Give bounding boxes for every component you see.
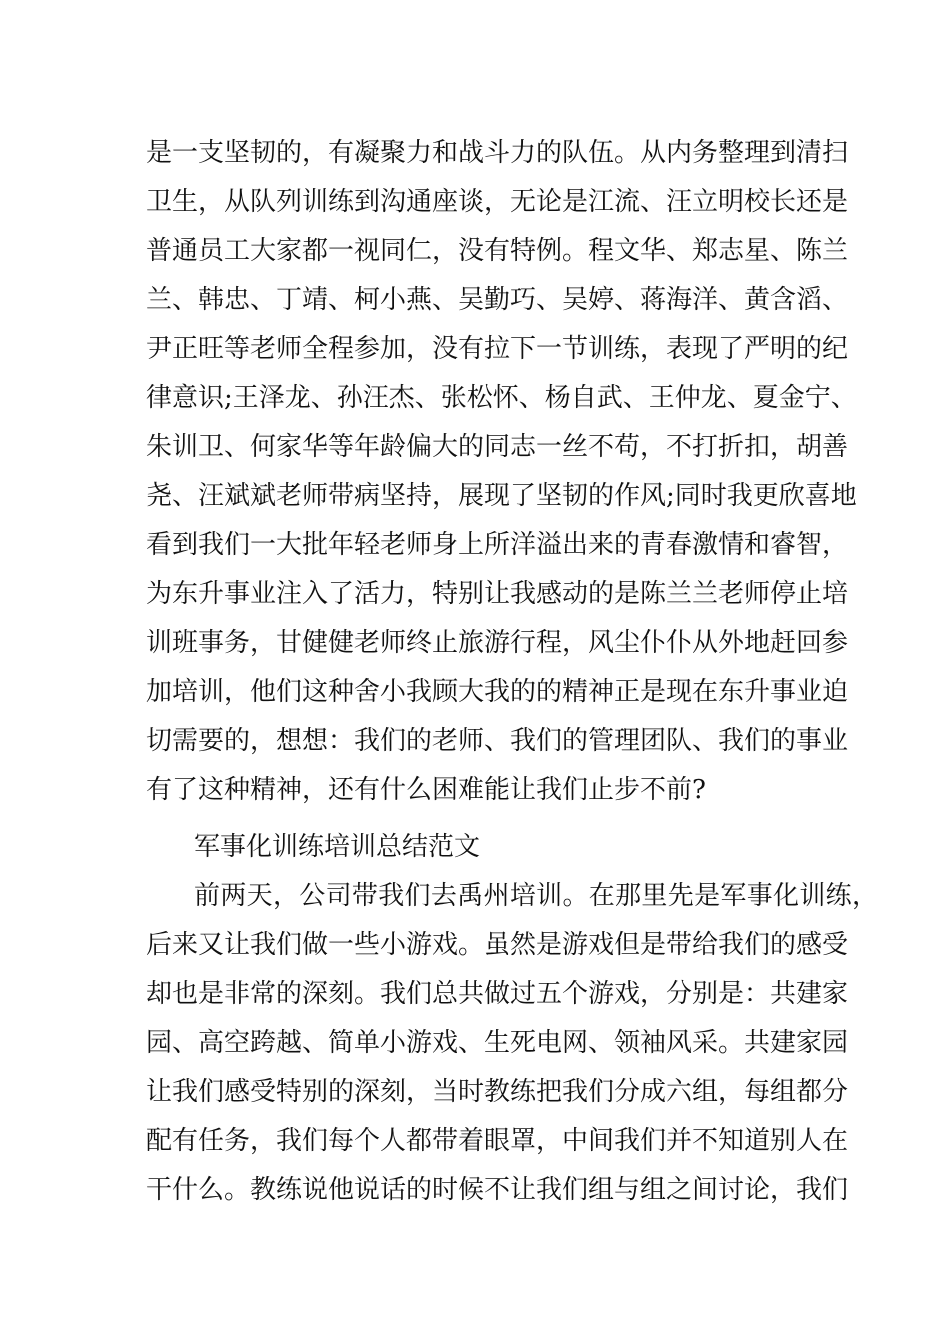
paragraph-line: 卫生，从队列训练到沟通座谈，无论是江流、汪立明校长还是 [146, 187, 849, 217]
paragraph-line: 后来又让我们做一些小游戏。虽然是游戏但是带给我们的感受 [146, 930, 849, 960]
paragraph-line: 前两天，公司带我们去禹州培训。在那里先是军事化训练， [194, 881, 878, 911]
paragraph-line: 为东升事业注入了活力，特别让我感动的是陈兰兰老师停止培 [146, 579, 849, 609]
paragraph-line: 加培训，他们这种舍小我顾大我的的精神正是现在东升事业迫 [146, 677, 849, 707]
paragraph-line: 切需要的，想想：我们的老师、我们的管理团队、我们的事业 [146, 726, 849, 756]
paragraph-line: 训班事务，甘健健老师终止旅游行程，风尘仆仆从外地赶回参 [146, 628, 849, 658]
paragraph-line: 尹正旺等老师全程参加，没有拉下一节训练，表现了严明的纪 [146, 334, 849, 364]
paragraph-line: 园、高空跨越、简单小游戏、生死电网、领袖风采。共建家园 [146, 1028, 849, 1058]
paragraph-line: 看到我们一大批年轻老师身上所洋溢出来的青春激情和睿智， [146, 530, 849, 560]
paragraph-line: 朱训卫、何家华等年龄偏大的同志一丝不苟，不打折扣，胡善 [146, 432, 849, 462]
paragraph-line: 让我们感受特别的深刻，当时教练把我们分成六组，每组都分 [146, 1077, 849, 1107]
paragraph-line: 干什么。教练说他说话的时候不让我们组与组之间讨论，我们 [146, 1175, 849, 1205]
paragraph-line: 却也是非常的深刻。我们总共做过五个游戏，分别是：共建家 [146, 979, 849, 1009]
paragraph-line: 是一支坚韧的，有凝聚力和战斗力的队伍。从内务整理到清扫 [146, 138, 849, 168]
paragraph-line: 普通员工大家都一视同仁，没有特例。程文华、郑志星、陈兰 [146, 236, 849, 266]
paragraph-line: 有了这种精神，还有什么困难能让我们止步不前? [146, 775, 706, 805]
paragraph-line: 兰、韩忠、丁靖、柯小燕、吴勤巧、吴婷、蒋海洋、黄含滔、 [146, 285, 849, 315]
section-heading: 军事化训练培训总结范文 [194, 832, 481, 862]
paragraph-line: 尧、汪斌斌老师带病坚持，展现了坚韧的作风;同时我更欣喜地 [146, 481, 857, 511]
paragraph-line: 配有任务，我们每个人都带着眼罩，中间我们并不知道别人在 [146, 1126, 849, 1156]
paragraph-line: 律意识;王泽龙、孙汪杰、张松怀、杨自武、王仲龙、夏金宁、 [146, 383, 857, 413]
